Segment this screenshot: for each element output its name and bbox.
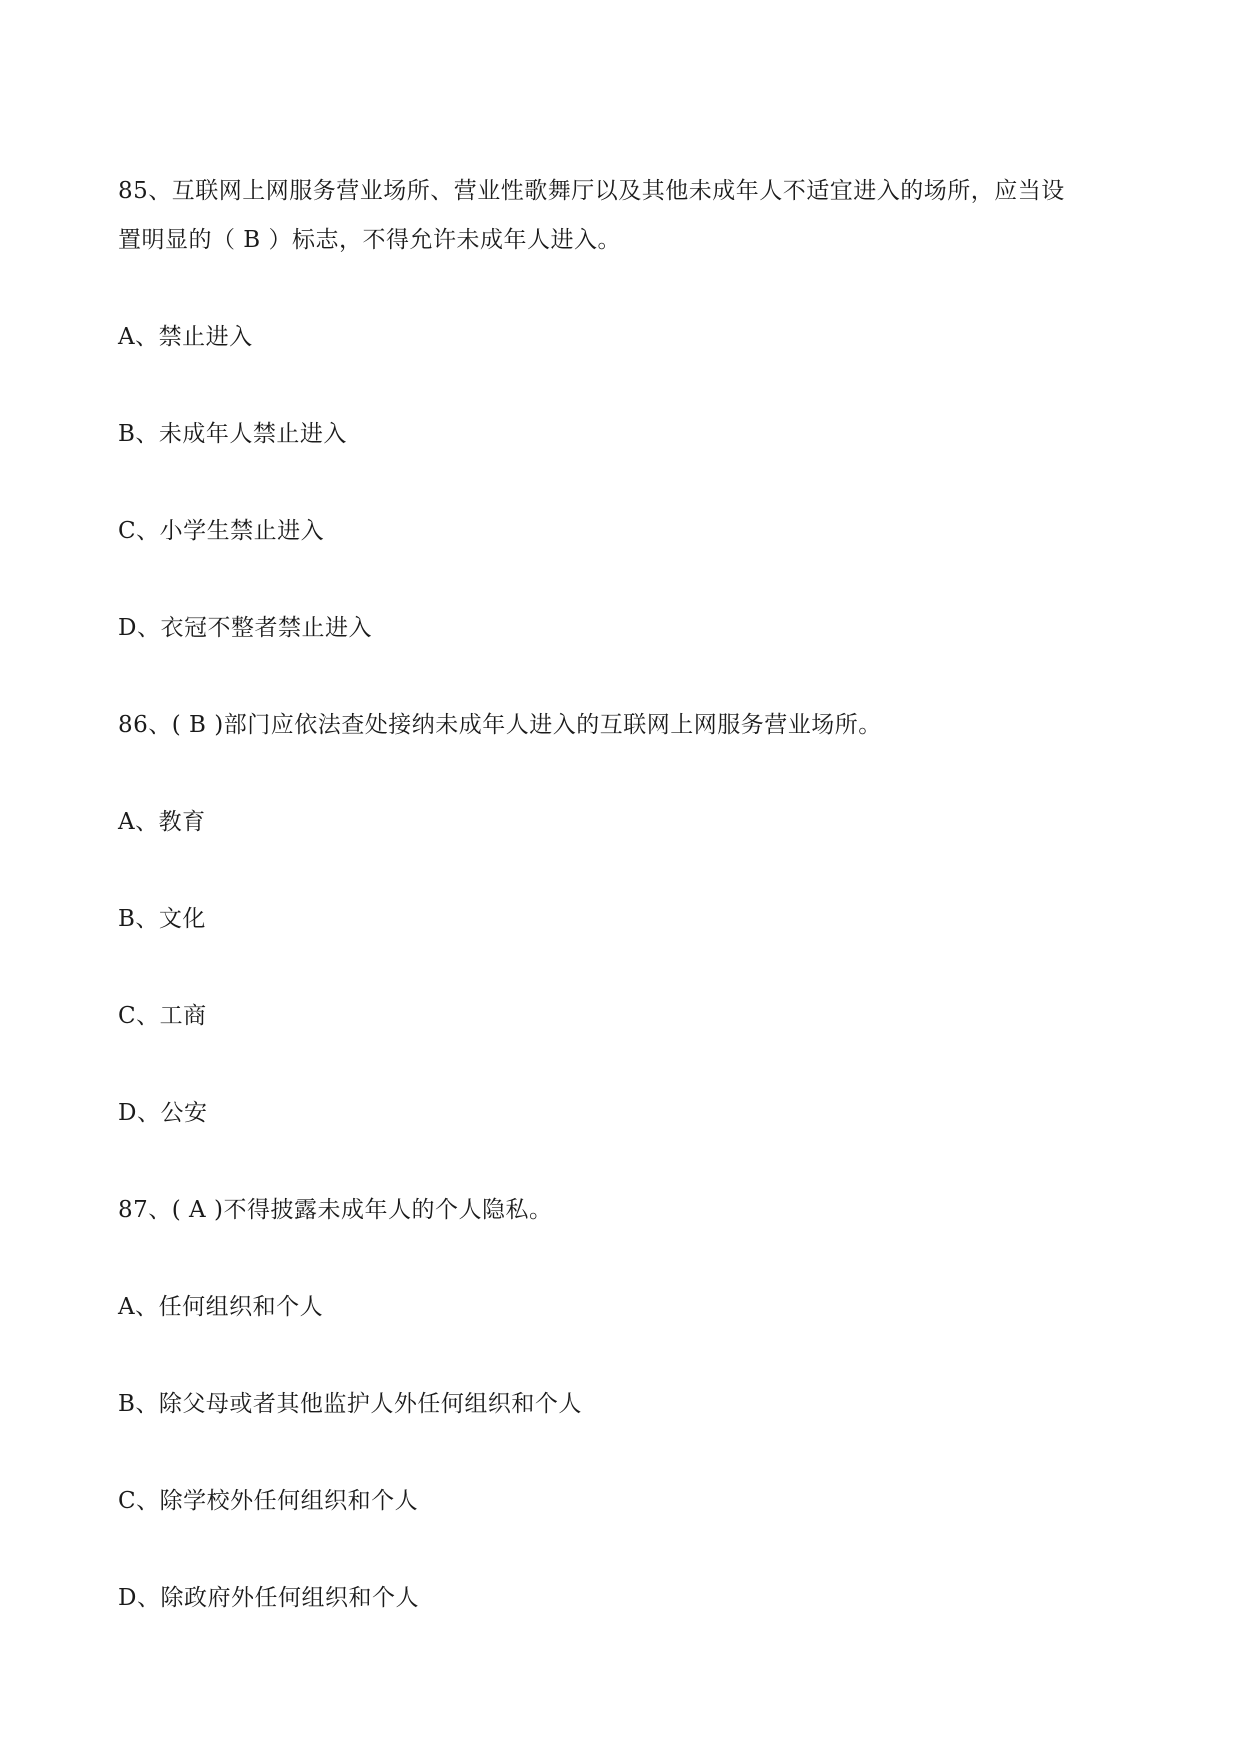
question-85-stem-line1: 85、互联网上网服务营业场所、营业性歌舞厅以及其他未成年人不适宜进入的场所，应当设 [118, 178, 1065, 204]
question-85-option-d: D、衣冠不整者禁止进入 [118, 615, 372, 641]
question-86-option-c: C、工商 [118, 1003, 207, 1029]
question-86-option-b: B、文化 [118, 906, 206, 932]
question-85-stem-line2: 置明显的（ B ）标志，不得允许未成年人进入。 [118, 227, 622, 253]
question-87-option-d: D、除政府外任何组织和个人 [118, 1585, 419, 1611]
question-87-option-c: C、除学校外任何组织和个人 [118, 1488, 419, 1514]
question-86-stem: 86、( B )部门应依法查处接纳未成年人进入的互联网上网服务营业场所。 [118, 712, 882, 738]
question-87-option-b: B、除父母或者其他监护人外任何组织和个人 [118, 1391, 582, 1417]
question-85-option-c: C、小学生禁止进入 [118, 518, 325, 544]
question-86-option-d: D、公安 [118, 1100, 208, 1126]
question-87-stem: 87、( A )不得披露未成年人的个人隐私。 [118, 1197, 553, 1223]
question-85-option-a: A、禁止进入 [118, 324, 253, 350]
question-87-option-a: A、任何组织和个人 [118, 1294, 324, 1320]
question-85-option-b: B、未成年人禁止进入 [118, 421, 347, 447]
question-86-option-a: A、教育 [118, 809, 206, 835]
